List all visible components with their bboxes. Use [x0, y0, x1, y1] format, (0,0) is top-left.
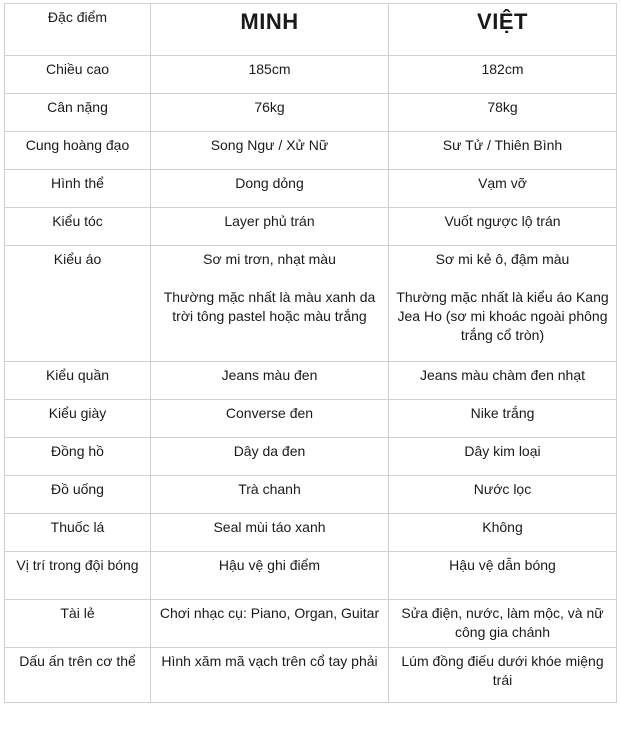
viet-value-cell [389, 476, 617, 514]
table-row [5, 552, 617, 600]
feature-label-cell: Kiểu quần [5, 362, 151, 400]
table-row [5, 94, 617, 132]
feature-label-cell: Đồ uống [5, 476, 151, 514]
minh-value-cell [151, 438, 389, 476]
table-row [5, 400, 617, 438]
minh-value-cell [151, 246, 389, 362]
minh-value-text: Hình xăm mã vạch trên cổ tay phải [161, 653, 378, 669]
table-row [5, 362, 617, 400]
viet-value-cell [389, 208, 617, 246]
minh-value-cell [151, 648, 389, 703]
minh-value-cell [151, 170, 389, 208]
table-row [5, 208, 617, 246]
table-body [5, 56, 617, 703]
viet-value-cell [389, 400, 617, 438]
minh-value-cell [151, 400, 389, 438]
viet-value-text: Sơ mi kẻ ô, đậm màu [435, 251, 570, 267]
minh-value-cell [151, 552, 389, 600]
table-row [5, 600, 617, 648]
minh-value-text: Hậu vệ ghi điểm [218, 557, 321, 573]
minh-value-text: Chơi nhạc cụ: Piano, Organ, Guitar [159, 605, 380, 621]
person-minh-header: MINH [151, 4, 389, 56]
viet-value-text: Nike trắng [470, 405, 535, 421]
minh-value-cell [151, 94, 389, 132]
viet-value-text: Không [482, 519, 523, 535]
feature-header: Đặc điểm [5, 4, 151, 56]
feature-label-cell: Kiểu tóc [5, 208, 151, 246]
viet-value-text: 78kg [487, 99, 518, 115]
table-row [5, 648, 617, 703]
viet-value-text: Thường mặc nhất là kiểu áo Kang Jea Ho (sơ mi khoác ngoài phông trắng cổ tròn) [396, 289, 609, 343]
feature-label-cell: Chiều cao [5, 56, 151, 94]
viet-value-text: Vạm vỡ [478, 175, 527, 191]
minh-value-cell [151, 600, 389, 648]
feature-label-cell: Đồng hồ [5, 438, 151, 476]
minh-value-cell [151, 132, 389, 170]
feature-label-cell: Vị trí trong đội bóng [5, 552, 151, 600]
minh-value-text: Song Ngư / Xử Nữ [210, 137, 329, 153]
feature-label-cell: Tài lẻ [5, 600, 151, 648]
viet-value-cell [389, 438, 617, 476]
table-row [5, 56, 617, 94]
minh-value-cell [151, 362, 389, 400]
minh-value-cell [151, 56, 389, 94]
viet-value-cell [389, 648, 617, 703]
viet-value-cell [389, 552, 617, 600]
minh-value-text: Trà chanh [238, 481, 301, 497]
table-row [5, 514, 617, 552]
viet-value-text: Hậu vệ dẫn bóng [449, 557, 556, 573]
person-viet-header: VIỆT [389, 4, 617, 56]
table-row [5, 438, 617, 476]
viet-value-text: Jeans màu chàm đen nhạt [420, 367, 585, 383]
viet-value-cell [389, 600, 617, 648]
minh-value-text: Converse đen [225, 405, 314, 421]
viet-value-cell [389, 94, 617, 132]
feature-label-cell: Kiểu giày [5, 400, 151, 438]
viet-value-text: Sư Tử / Thiên Bình [442, 137, 563, 153]
viet-value-text: 182cm [481, 61, 524, 77]
minh-value-text: 185cm [248, 61, 291, 77]
viet-value-text: Lúm đồng điếu dưới khóe miệng trái [401, 653, 604, 688]
header-row [5, 4, 617, 56]
minh-value-text: Jeans màu đen [221, 367, 318, 383]
table-row [5, 132, 617, 170]
table-row [5, 170, 617, 208]
minh-value-text: Sơ mi trơn, nhạt màu [203, 251, 336, 267]
viet-value-text: Sửa điện, nước, làm mộc, và nữ công gia chánh [401, 605, 604, 640]
viet-value-cell [389, 362, 617, 400]
feature-label-cell: Kiểu áo [5, 246, 151, 362]
viet-value-text: Nước lọc [473, 481, 532, 497]
table-row [5, 246, 617, 362]
feature-label-cell: Cung hoàng đạo [5, 132, 151, 170]
viet-value-cell [389, 514, 617, 552]
comparison-table [4, 3, 617, 703]
viet-value-text: Dây kim loại [464, 443, 541, 459]
viet-value-cell [389, 132, 617, 170]
minh-value-text: Layer phủ trán [224, 213, 315, 229]
minh-value-text: Seal mùi táo xanh [213, 519, 326, 535]
minh-value-cell [151, 514, 389, 552]
feature-label-cell: Hình thể [5, 170, 151, 208]
viet-value-cell [389, 56, 617, 94]
minh-value-cell [151, 208, 389, 246]
viet-value-cell [389, 246, 617, 362]
table-row [5, 476, 617, 514]
feature-label-cell: Thuốc lá [5, 514, 151, 552]
viet-value-text: Vuốt ngược lộ trán [444, 213, 561, 229]
feature-label-cell: Dấu ấn trên cơ thể [5, 648, 151, 703]
minh-value-text: Dong dỏng [235, 175, 304, 191]
minh-value-cell [151, 476, 389, 514]
minh-value-text: Dây da đen [233, 443, 306, 459]
minh-value-text: Thường mặc nhất là màu xanh da trời tông pastel hoặc màu trắng [163, 289, 376, 324]
minh-value-text: 76kg [254, 99, 285, 115]
viet-value-cell [389, 170, 617, 208]
feature-label-cell: Cân nặng [5, 94, 151, 132]
